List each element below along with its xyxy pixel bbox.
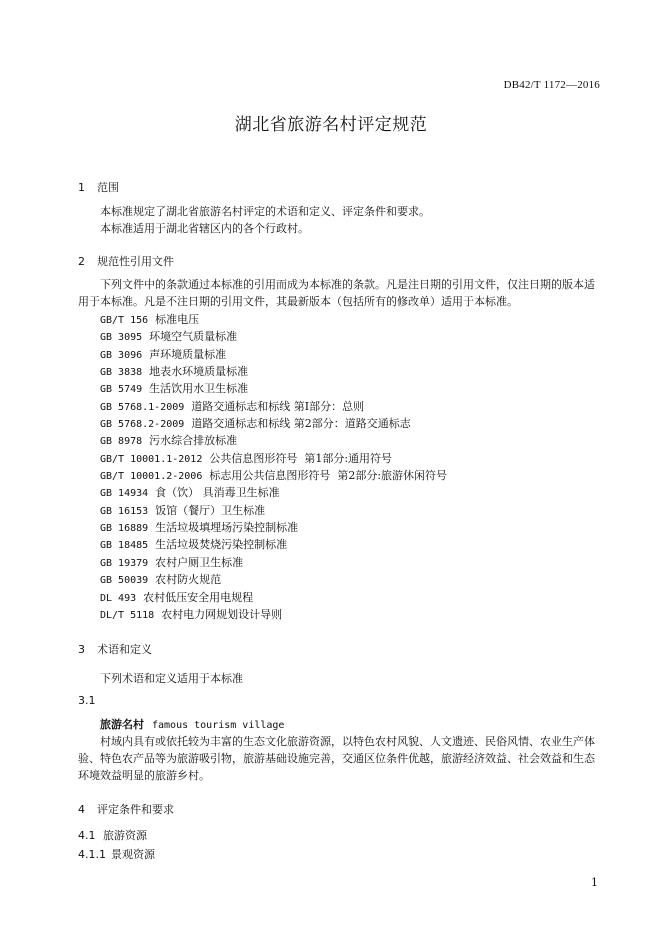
reference-title: 食（饮） 具消毒卫生标准 [155, 486, 280, 500]
section-4-heading [78, 801, 174, 817]
reference-title: 公共信息图形符号 第1部分:通用符号 [209, 451, 393, 465]
term-entry [78, 716, 600, 734]
reference-title: 生活垃圾焚烧污染控制标准 [155, 538, 288, 552]
clause-3-1-number: 3.1 [78, 694, 96, 707]
reference-title: 地表水环境质量标准 [149, 365, 249, 379]
reference-item [100, 467, 447, 484]
reference-code: GB 5768.2-2009 [100, 419, 185, 431]
subsection-4-1-heading [78, 827, 147, 843]
reference-code: GB 19379 [100, 557, 149, 569]
reference-title: 道路交通标志和标线 第I部分：总则 [191, 399, 365, 413]
reference-title: 声环境质量标准 [149, 347, 227, 361]
reference-item [100, 380, 447, 397]
term-definition: 村域内具有或依托较为丰富的生态文化旅游资源，以特色农村风貌、人文遗迹、民俗风情、农业生产体验、特色农产品等为旅游吸引物，旅游基础设施完善，交通区位条件优越，旅游经济效益、社会效益和生态环境效益明显的旅游乡村。 [78, 735, 595, 782]
subsection-title: 旅游资源 [103, 829, 147, 842]
section-title: 术语和定义 [97, 643, 152, 656]
reference-item [100, 536, 447, 553]
reference-title: 污水综合排放标准 [149, 434, 238, 448]
page-number: 1 [591, 876, 598, 889]
reference-item [100, 450, 447, 467]
section-2-intro: 下列文件中的条款通过本标准的引用而成为本标准的条款。凡是注日期的引用文件，仅注日期的版本适用于本标准。凡是不注日期的引用文件，其最新版本（包括所有的修改单）适用于本标准。 [78, 278, 595, 308]
reference-code: GB 18485 [100, 540, 149, 552]
reference-item [100, 363, 447, 380]
section-number: 3 [78, 643, 85, 656]
reference-item [100, 606, 447, 623]
subsection-title: 景观资源 [111, 848, 155, 861]
reference-item [100, 311, 447, 328]
reference-title: 饭馆（餐厅）卫生标准 [155, 503, 266, 517]
subsection-number: 4.1 [78, 829, 96, 842]
term-english: famous tourism village [152, 720, 285, 731]
reference-code: GB 3096 [100, 349, 143, 361]
reference-item [100, 328, 447, 345]
reference-title: 农村电力网规划设计导则 [161, 607, 283, 621]
reference-title: 农村防火规范 [155, 573, 222, 587]
standard-code: DB42/T 1172—2016 [503, 79, 600, 91]
section-title: 范围 [97, 181, 119, 194]
reference-title: 农村户厕卫生标准 [155, 555, 244, 569]
reference-code: GB 3838 [100, 367, 143, 379]
section-1-paragraph-2: 本标准适用于湖北省辖区内的各个行政村。 [100, 222, 309, 235]
reference-item [100, 432, 447, 449]
section-1-heading [78, 179, 119, 195]
reference-item [100, 519, 447, 536]
section-1-paragraph-1: 本标准规定了湖北省旅游名村评定的术语和定义、评定条件和要求。 [100, 205, 430, 218]
reference-code: GB 16889 [100, 523, 149, 535]
reference-code: GB 16153 [100, 505, 149, 517]
reference-title: 环境空气质量标准 [149, 330, 238, 344]
section-2-heading [78, 253, 174, 269]
reference-title: 农村低压安全用电规程 [143, 590, 254, 604]
reference-item [100, 589, 447, 606]
section-title: 评定条件和要求 [97, 803, 174, 816]
section-3-heading [78, 641, 152, 657]
reference-code: GB/T 10001.1-2012 [100, 453, 203, 465]
section-3-intro: 下列术语和定义适用于本标准 [100, 672, 243, 685]
reference-title: 生活垃圾填埋场污染控制标准 [155, 521, 299, 535]
reference-code: DL 493 [100, 592, 137, 604]
reference-title: 标准电压 [155, 313, 200, 326]
section-number: 2 [78, 255, 85, 268]
reference-item [100, 571, 447, 588]
reference-item [100, 484, 447, 501]
section-number: 4 [78, 803, 85, 816]
reference-code: GB 8978 [100, 436, 143, 448]
reference-code: GB/T 156 [100, 315, 149, 326]
reference-item [100, 398, 447, 415]
reference-code: GB 50039 [100, 575, 149, 587]
term-chinese: 旅游名村 [100, 718, 144, 731]
subsection-number: 4.1.1 [78, 848, 106, 861]
document-title: 湖北省旅游名村评定规范 [234, 115, 428, 135]
reference-title: 道路交通标志和标线 第2部分：道路交通标志 [191, 417, 411, 431]
reference-item [100, 502, 447, 519]
reference-code: GB 5749 [100, 384, 143, 396]
section-title: 规范性引用文件 [97, 255, 174, 268]
reference-title: 生活饮用水卫生标准 [149, 382, 249, 396]
reference-item [100, 415, 447, 432]
reference-item [100, 554, 447, 571]
reference-code: GB 14934 [100, 488, 149, 500]
reference-code: GB/T 10001.2-2006 [100, 471, 203, 483]
reference-title: 标志用公共信息图形符号 第2部分:旅游休闲符号 [209, 469, 448, 483]
section-number: 1 [78, 181, 85, 194]
reference-code: GB 5768.1-2009 [100, 401, 185, 413]
normative-references-list [100, 311, 447, 623]
subsection-4-1-1-heading [78, 846, 155, 862]
reference-code: GB 3095 [100, 332, 143, 344]
reference-item [100, 346, 447, 363]
reference-code: DL/T 5118 [100, 609, 155, 621]
